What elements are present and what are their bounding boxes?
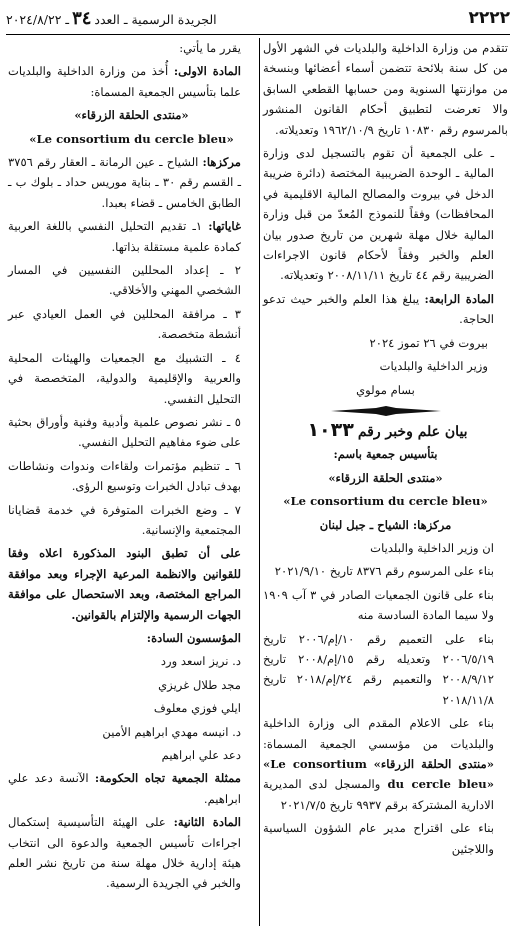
decision-number: ١٠٣٣ [307, 418, 354, 441]
paragraph: ـ على الجمعية أن تقوم بالتسجيل لدى وزارة المالية ـ الوحدة الضريبية المختصة (دائرة ضريبة الدخل في بيروت والمصالح المالية الاقليمية في المحافظات) وفقاً للنموذج المُعدّ من قبل وزارة المالية خلال مهلة شهرين من تاريخ صدور بيان العلم والخبر وفقاً لأحكام قانون الاجراءات الضريبية رقم ٤٤ تاريخ ٢٠٠٨/١١/١١ وتعديلاته. [263, 146, 494, 283]
intro: ان وزير الداخلية والبلديات [370, 540, 494, 555]
article-one [8, 61, 255, 102]
headquarters: مركزها: الشياح ـ جبل لبنان [319, 517, 452, 532]
article-text: أُخذ من وزارة الداخلية والبلديات علما بتأسيس الجمعية المسماة: [8, 64, 241, 99]
goal-item: ٥ ـ نشر نصوص علمية وأدبية وفنية وأوراق بحثية على ضوء مفاهيم التحليل النفسي. [8, 414, 241, 450]
section-separator [263, 406, 508, 416]
representative [8, 768, 255, 809]
association-name-fr: «Le consortium du cercle bleu» [29, 131, 234, 146]
association-name-ar: «منتدى الحلقة الزرقاء» [373, 757, 495, 771]
goal-item: ٧ ـ وضع الخبرات المتوفرة في خدمة قضايانا المجتمعية والإنسانية. [8, 502, 241, 537]
article-two [8, 812, 255, 894]
article-label: المادة الاولى: [173, 64, 242, 79]
gazette-title-text: الجريدة الرسمية ـ العدد [94, 11, 217, 27]
recital-text: بناء على الاعلام المقدم الى وزارة الداخلية والبلديات من مؤسسي الجمعية المسماة: [263, 716, 494, 751]
founders-label: المؤسسون السادة: [146, 630, 241, 645]
goal-item: ٢ ـ إعداد المحللين النفسيين في المسار الشخصي المهني والأخلاقي. [8, 263, 241, 298]
recital: بناء على اقتراح مدير عام الشؤون السياسية واللاجئين [263, 821, 494, 856]
decision-title: بيان علم وخبر رقم [357, 423, 468, 440]
goals-label: غاياتها: [208, 219, 242, 234]
gazette-title [6, 8, 217, 29]
issue-date: ـ ٢٠٢٤/٨/٢٢ [6, 11, 70, 27]
ornament-icon [331, 406, 441, 416]
decision-heading [263, 420, 508, 442]
page-number: ٢٢٢٢ [468, 8, 510, 28]
recital [263, 713, 508, 815]
headquarters [8, 152, 255, 213]
recital: بناء على التعميم رقم ١٠/إم/٢٠٠٦ تاريخ ٢٠٠٦/٥/١٩ وتعديله رقم ١٥/إم/٢٠٠٨ تاريخ ٢٠٠٨/٩/١٢ والتعميم رقم ٢٤/إم/٢٠١٨ تاريخ ٢٠١٨/١١/٨ [263, 631, 494, 707]
rep-label: ممثلة الجمعية تجاه الحكومة: [94, 771, 242, 786]
goal-item: ٦ ـ تنظيم مؤتمرات ولقاءات وندوات ونشاطات بهدف تبادل الخبرات وتوسيع الرؤى. [8, 458, 241, 494]
page-header [6, 4, 510, 32]
recital: بناء على المرسوم رقم ٨٣٧٦ تاريخ ٢٠٢١/٩/١٠ [274, 564, 494, 579]
minister-name: بسام مولوي [356, 382, 415, 397]
column-divider [259, 38, 260, 926]
article-four [263, 289, 508, 330]
goal-item: ٤ ـ التشبيك مع الجمعيات والهيئات المحلية والعربية والإقليمية والدولية، المتخصصة في التحليل النفسي. [8, 350, 241, 406]
decides-line: يقرر ما يأتي: [179, 41, 241, 55]
rep-text: الآنسة دعد علي ابراهيم. [8, 771, 241, 806]
article-text: يبلغ هذا العلم والخبر حيث تدعو الحاجة. [263, 291, 494, 327]
goal-item: ٣ ـ مرافقة المحللين في العمل العيادي عبر أنشطة متخصصة. [8, 306, 241, 342]
issue-number: ٣٤ [72, 7, 92, 29]
association-name-fr: «Le consortium du cercle bleu» [283, 494, 488, 509]
founder-name: د. انيسه مهدي ابراهيم الأمين [102, 724, 241, 739]
association-name-ar: «منتدى الحلقة الزرقاء» [74, 108, 189, 123]
founder-name: دعد علي ابراهيم [161, 748, 241, 762]
goal-item [8, 216, 255, 257]
recital: بناء على قانون الجمعيات الصادر في ٣ آب ١٩٠٩ ولا سيما المادة السادسة منه [263, 587, 494, 623]
paragraph: تتقدم من وزارة الداخلية والبلديات في الشهر الأول من كل سنة بلائحة تتضمن أسماء أعضائها وبنسخة من موازنتها السنوية ومن حسابها القطعي السابق والا تعرضت لتطبيق أحكام القانون المنشور بالمرسوم رقم ١٠٨٣٠ تاريخ ١٩٦٢/١٠/٩ وتعديلاته. [263, 41, 508, 137]
article-text: على الهيئة التأسيسية إستكمال اجراءات تأسيس الجمعية والدعوة الى انتخاب هيئة إدارية خلال مهلة سنة من تاريخ نشر العلم والخبر في الجريدة الرسمية. [8, 815, 241, 891]
founder-name: ايلي فوزي معلوف [153, 701, 241, 716]
header-rule [6, 34, 510, 35]
minister-title: وزير الداخلية والبلديات [379, 359, 488, 374]
association-name-fr: «Le consortium du cercle bleu» [263, 757, 494, 792]
founding-line: بتأسيس جمعية باسم: [333, 447, 438, 462]
founder-name: د. نريز اسعد ورد [160, 654, 241, 669]
association-name-ar: «منتدى الحلقة الزرقاء» [328, 470, 443, 485]
place-date: بيروت في ٢٦ تموز ٢٠٢٤ [369, 335, 488, 350]
article-label: المادة الثانية: [173, 815, 241, 830]
right-column [263, 38, 508, 862]
goal-text: ١ـ تقديم التحليل النفسي باللغة العربية كمادة علمية مستقلة بذاتها. [8, 219, 241, 254]
left-column [8, 38, 255, 897]
article-label: المادة الرابعة: [424, 291, 495, 306]
recital-text: والمسجل لدى المديرية الادارية المشتركة برقم ٩٩٣٧ تاريخ ٢٠٢١/٧/٥ [263, 777, 494, 812]
hq-label: مركزها: [202, 155, 241, 170]
hq-text: الشياح ـ عين الرمانة ـ العقار رقم ٣٧٥٦ ـ القسم رقم ٣٠ ـ بناية موريس حداد ـ بلوك ب ـ الطابق الخامس ـ قضاء بعبدا. [8, 155, 241, 210]
founder-name: مجد طلال غريزي [158, 677, 241, 692]
condition-clause: على أن تطبق البنود المذكورة اعلاه وفقا للقوانين والانظمة المرعية الإجراء وبعد موافقة المراجع المختصة، وبعد الاستحصال على موافقة الجهات الرسمية والإلتزام بالقوانين. [8, 546, 241, 622]
